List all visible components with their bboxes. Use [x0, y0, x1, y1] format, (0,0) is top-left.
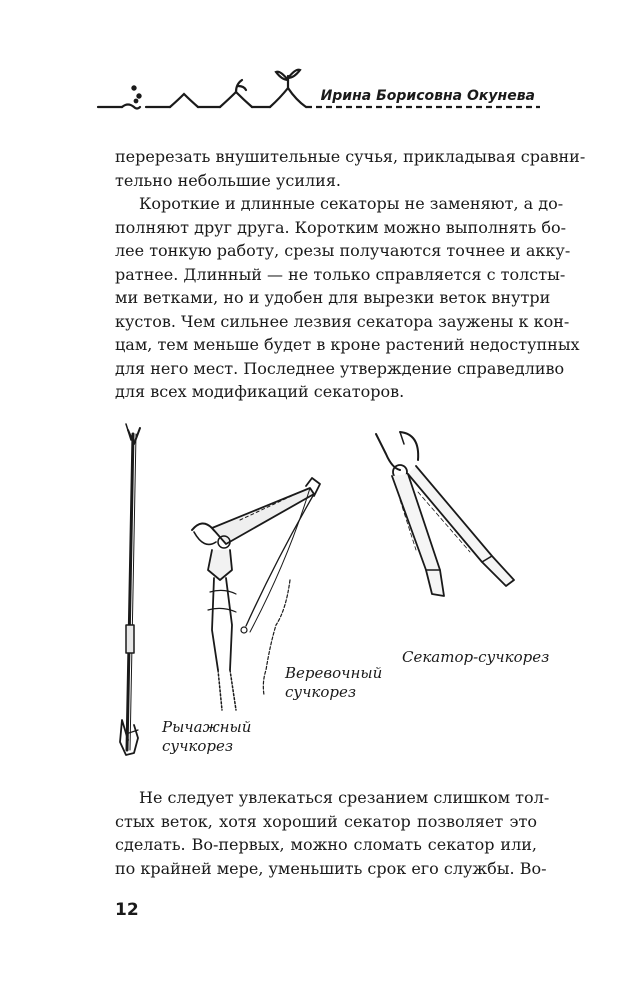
- tools-illustration: [100, 420, 560, 780]
- sprouts-decoration-icon: [0, 0, 619, 125]
- page-number: 12: [115, 900, 139, 920]
- text-line: ратнее. Длинный — не только справляется с толсты-: [115, 264, 566, 284]
- caption-rope-pruner: [285, 664, 382, 702]
- text-line: перерезать внушительные сучья, прикладывая сравни-: [115, 147, 586, 166]
- caption-lever-pruner: [162, 718, 251, 756]
- page-header: [0, 0, 619, 125]
- caption-line: Рычажный: [162, 718, 252, 736]
- caption-lopper: [402, 648, 549, 667]
- text-line: Не следует увлекаться срезанием слишком тол-: [139, 788, 550, 807]
- text-line: ми ветками, но и удобен для вырезки веток внутри: [115, 288, 551, 307]
- caption-line: Секатор-сучкорез: [402, 648, 550, 666]
- text-line: по крайней мере, уменьшить срок его службы. Во-: [115, 858, 547, 878]
- caption-line: сучкорез: [285, 683, 357, 701]
- text-line: тельно небольшие усилия.: [115, 170, 341, 190]
- text-line: для всех модификаций секаторов.: [115, 382, 405, 401]
- text-line: Короткие и длинные секаторы не заменяют, а до-: [139, 194, 564, 213]
- text-line: кустов. Чем сильнее лезвия секатора заужены к кон-: [115, 311, 570, 331]
- text-line: цам, тем меньше будет в кроне растений недоступных: [115, 335, 580, 354]
- text-line: сделать. Во-первых, можно сломать секатор или,: [115, 835, 537, 854]
- text-line: полняют друг друга. Коротким можно выполнять бо-: [115, 217, 567, 237]
- text-line: для него мест. Последнее утверждение справедливо: [115, 358, 565, 378]
- body-text-bottom: [115, 786, 550, 880]
- caption-line: Веревочный: [285, 664, 383, 682]
- text-line: стых веток, хотя хороший секатор позволяет это: [115, 811, 537, 831]
- text-line: лее тонкую работу, срезы получаются точнее и акку-: [115, 241, 571, 260]
- body-text-top: [115, 145, 586, 404]
- running-head-author: Ирина Борисовна Окунева: [320, 88, 535, 104]
- caption-line: сучкорез: [162, 737, 234, 755]
